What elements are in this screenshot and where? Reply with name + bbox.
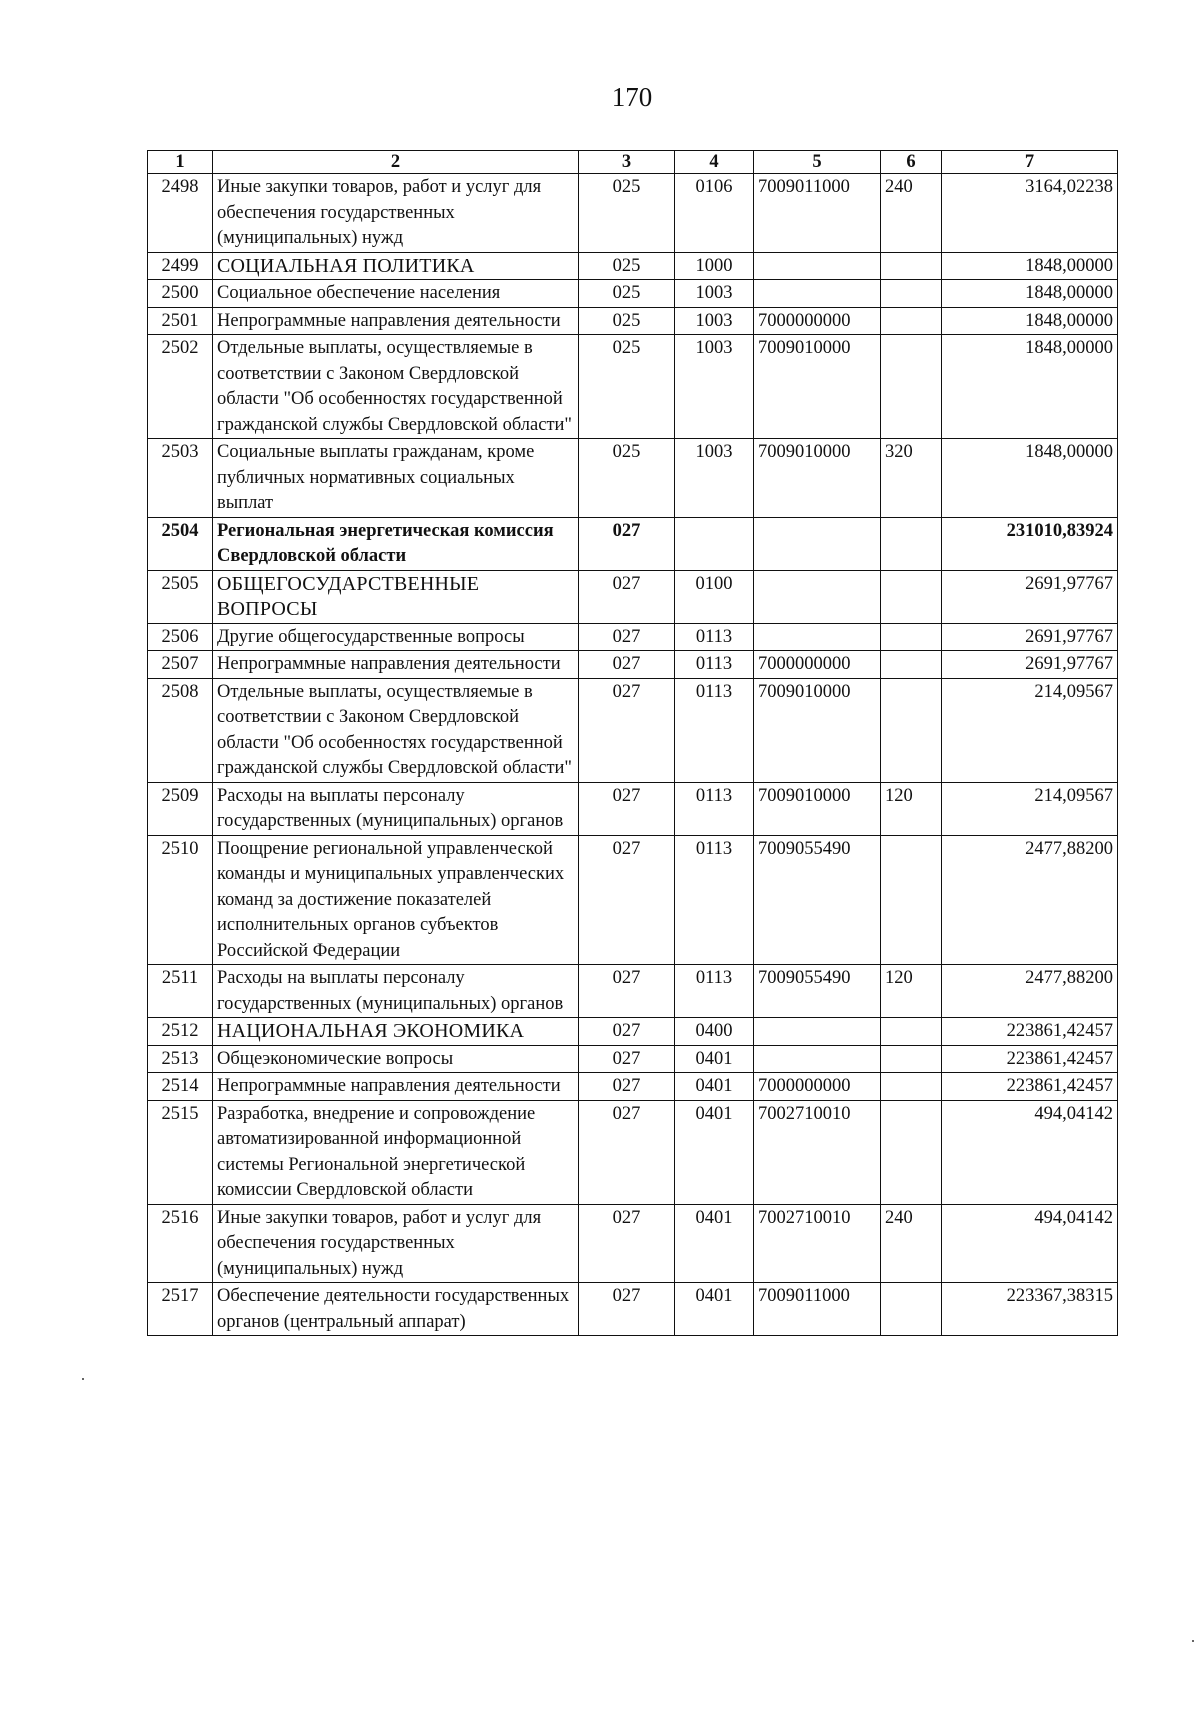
scan-speck [1192,1640,1194,1642]
row-code: 027 [579,782,675,835]
row-sum: 2477,88200 [942,965,1118,1018]
row-section: 0401 [675,1100,754,1204]
row-code: 027 [579,517,675,570]
row-expense-type [881,335,942,439]
row-name: Расходы на выплаты персоналу государственных (муниципальных) органов [213,965,579,1018]
row-name: Общеэкономические вопросы [213,1045,579,1073]
row-article: 7009010000 [754,439,881,518]
row-expense-type [881,835,942,965]
row-expense-type [881,252,942,280]
row-article: 7009055490 [754,835,881,965]
header-col-2: 2 [213,151,579,174]
header-col-6: 6 [881,151,942,174]
row-article: 7009010000 [754,782,881,835]
row-code: 027 [579,835,675,965]
row-name: Отдельные выплаты, осуществляемые в соответствии с Законом Свердловской области "Об особенностях государственной гражданской службы Свердловской области" [213,335,579,439]
table-body [148,174,1118,1336]
row-number: 2503 [148,439,213,518]
table-row [148,1204,1118,1283]
scan-speck [82,1378,84,1380]
row-sum: 1848,00000 [942,252,1118,280]
row-code: 025 [579,439,675,518]
table-header-row [148,151,1118,174]
row-number: 2512 [148,1018,213,1046]
budget-table [147,150,1118,1336]
row-section: 1003 [675,280,754,308]
header-col-1: 1 [148,151,213,174]
row-number: 2514 [148,1073,213,1101]
row-name: СОЦИАЛЬНАЯ ПОЛИТИКА [213,252,579,280]
row-code: 025 [579,335,675,439]
row-expense-type: 120 [881,965,942,1018]
row-section: 1003 [675,307,754,335]
table-row [148,1018,1118,1046]
row-section: 0113 [675,782,754,835]
row-section: 1003 [675,335,754,439]
header-col-5: 5 [754,151,881,174]
row-section: 0113 [675,651,754,679]
row-number: 2506 [148,623,213,651]
row-number: 2498 [148,174,213,253]
table-row [148,623,1118,651]
row-number: 2510 [148,835,213,965]
row-number: 2504 [148,517,213,570]
row-code: 027 [579,965,675,1018]
row-sum: 223861,42457 [942,1045,1118,1073]
row-name: НАЦИОНАЛЬНАЯ ЭКОНОМИКА [213,1018,579,1046]
row-name: Социальное обеспечение населения [213,280,579,308]
row-section: 0113 [675,965,754,1018]
row-expense-type [881,1045,942,1073]
header-col-3: 3 [579,151,675,174]
row-article: 7002710010 [754,1204,881,1283]
row-article [754,570,881,623]
row-article: 7009010000 [754,678,881,782]
row-article: 7009010000 [754,335,881,439]
row-expense-type [881,678,942,782]
row-code: 027 [579,1283,675,1336]
table-row [148,1073,1118,1101]
row-sum: 231010,83924 [942,517,1118,570]
row-name: Расходы на выплаты персоналу государственных (муниципальных) органов [213,782,579,835]
row-name: Непрограммные направления деятельности [213,1073,579,1101]
row-expense-type [881,651,942,679]
row-code: 027 [579,1100,675,1204]
row-name: Отдельные выплаты, осуществляемые в соответствии с Законом Свердловской области "Об особенностях государственной гражданской службы Свердловской области" [213,678,579,782]
row-expense-type [881,623,942,651]
table-row [148,439,1118,518]
row-number: 2505 [148,570,213,623]
row-expense-type [881,1073,942,1101]
row-number: 2507 [148,651,213,679]
row-article: 7009011000 [754,1283,881,1336]
page-number: 170 [611,82,653,112]
row-code: 027 [579,651,675,679]
row-sum: 214,09567 [942,678,1118,782]
row-expense-type [881,1283,942,1336]
row-sum: 223861,42457 [942,1073,1118,1101]
table-row [148,570,1118,623]
row-code: 025 [579,307,675,335]
row-code: 025 [579,252,675,280]
row-code: 027 [579,570,675,623]
row-code: 025 [579,280,675,308]
table-row [148,1100,1118,1204]
row-number: 2500 [148,280,213,308]
row-sum: 3164,02238 [942,174,1118,253]
row-expense-type [881,307,942,335]
row-name: Другие общегосударственные вопросы [213,623,579,651]
row-number: 2509 [148,782,213,835]
row-name: Разработка, внедрение и сопровождение автоматизированной информационной системы Региональной энергетической комиссии Свердловской области [213,1100,579,1204]
row-number: 2517 [148,1283,213,1336]
row-article [754,623,881,651]
row-article [754,280,881,308]
row-number: 2513 [148,1045,213,1073]
row-section [675,517,754,570]
row-code: 027 [579,1204,675,1283]
row-expense-type: 240 [881,174,942,253]
row-code: 027 [579,678,675,782]
row-sum: 1848,00000 [942,335,1118,439]
row-code: 027 [579,623,675,651]
row-article [754,1045,881,1073]
row-code: 025 [579,174,675,253]
row-section: 0401 [675,1283,754,1336]
row-article [754,252,881,280]
table-row [148,1283,1118,1336]
row-article: 7000000000 [754,307,881,335]
row-code: 027 [579,1018,675,1046]
row-number: 2515 [148,1100,213,1204]
row-section: 0401 [675,1204,754,1283]
row-article: 7009055490 [754,965,881,1018]
table-row [148,252,1118,280]
table-row [148,517,1118,570]
row-code: 027 [579,1073,675,1101]
row-article [754,1018,881,1046]
row-article: 7002710010 [754,1100,881,1204]
row-name: ОБЩЕГОСУДАРСТВЕННЫЕ ВОПРОСЫ [213,570,579,623]
table-row [148,965,1118,1018]
table-row [148,307,1118,335]
row-sum: 214,09567 [942,782,1118,835]
row-name: Поощрение региональной управленческой команды и муниципальных управленческих команд за достижение показателей исполнительных органов субъектов Российской Федерации [213,835,579,965]
header-col-4: 4 [675,151,754,174]
row-name: Региональная энергетическая комиссия Свердловской области [213,517,579,570]
row-expense-type [881,1100,942,1204]
row-number: 2516 [148,1204,213,1283]
row-expense-type [881,570,942,623]
row-number: 2499 [148,252,213,280]
header-col-7: 7 [942,151,1118,174]
row-expense-type [881,517,942,570]
table-row [148,835,1118,965]
table-row [148,335,1118,439]
row-name: Обеспечение деятельности государственных органов (центральный аппарат) [213,1283,579,1336]
row-expense-type: 320 [881,439,942,518]
table-row [148,651,1118,679]
row-name: Непрограммные направления деятельности [213,307,579,335]
table-row [148,174,1118,253]
row-code: 027 [579,1045,675,1073]
row-section: 0401 [675,1073,754,1101]
row-sum: 494,04142 [942,1100,1118,1204]
row-name: Иные закупки товаров, работ и услуг для обеспечения государственных (муниципальных) нужд [213,174,579,253]
row-sum: 223861,42457 [942,1018,1118,1046]
row-section: 0400 [675,1018,754,1046]
row-section: 1000 [675,252,754,280]
row-section: 0113 [675,623,754,651]
row-section: 0113 [675,678,754,782]
row-name: Непрограммные направления деятельности [213,651,579,679]
row-section: 0100 [675,570,754,623]
row-article: 7000000000 [754,651,881,679]
row-expense-type [881,280,942,308]
row-article [754,517,881,570]
row-sum: 2477,88200 [942,835,1118,965]
row-expense-type: 240 [881,1204,942,1283]
row-name: Социальные выплаты гражданам, кроме публичных нормативных социальных выплат [213,439,579,518]
row-expense-type: 120 [881,782,942,835]
row-section: 0113 [675,835,754,965]
row-number: 2508 [148,678,213,782]
row-article: 7000000000 [754,1073,881,1101]
row-sum: 1848,00000 [942,439,1118,518]
row-number: 2501 [148,307,213,335]
row-sum: 2691,97767 [942,623,1118,651]
table-row [148,1045,1118,1073]
row-sum: 2691,97767 [942,651,1118,679]
row-sum: 1848,00000 [942,280,1118,308]
table-row [148,280,1118,308]
row-expense-type [881,1018,942,1046]
row-name: Иные закупки товаров, работ и услуг для обеспечения государственных (муниципальных) нужд [213,1204,579,1283]
table-row [148,678,1118,782]
row-sum: 1848,00000 [942,307,1118,335]
row-number: 2511 [148,965,213,1018]
row-sum: 2691,97767 [942,570,1118,623]
row-article: 7009011000 [754,174,881,253]
row-sum: 223367,38315 [942,1283,1118,1336]
table-row [148,782,1118,835]
row-section: 0106 [675,174,754,253]
row-section: 1003 [675,439,754,518]
row-number: 2502 [148,335,213,439]
row-section: 0401 [675,1045,754,1073]
row-sum: 494,04142 [942,1204,1118,1283]
